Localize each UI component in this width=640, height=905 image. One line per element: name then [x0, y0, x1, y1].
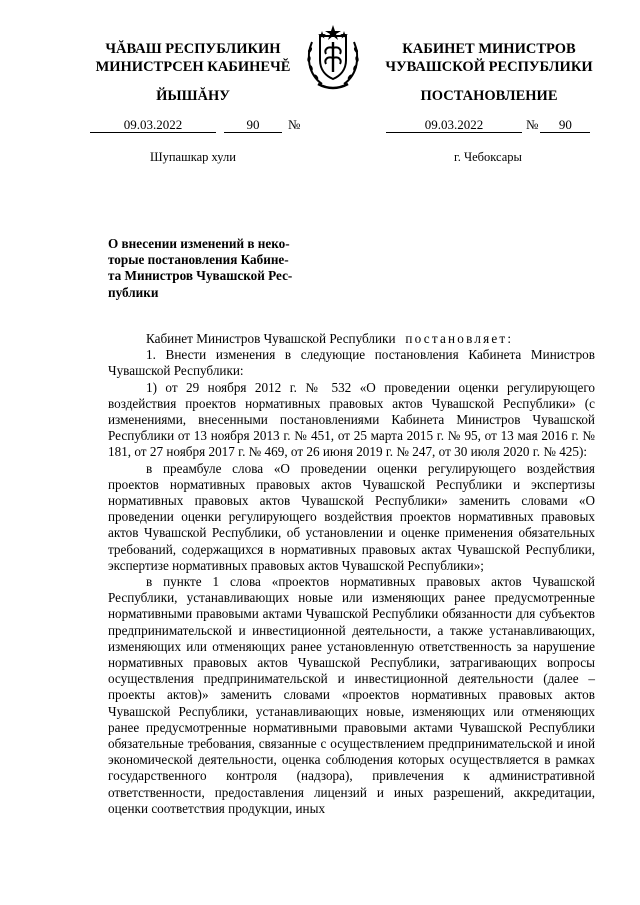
- document-body: [108, 331, 595, 817]
- left-org-name: [88, 40, 298, 76]
- right-date: 09.03.2022: [386, 118, 522, 133]
- document-subject: [108, 236, 318, 301]
- left-org-line1: ЧĂВАШ РЕСПУБЛИКИН: [105, 41, 281, 57]
- left-org-line2: МИНИСТРСЕН КАБИНЕЧĔ: [95, 59, 291, 75]
- paragraph-1: 1. Внести изменения в следующие постановления Кабинета Министров Чувашской Республики:: [108, 347, 595, 379]
- left-number: 90: [224, 118, 282, 133]
- left-doc-type: ЙЫШĂНУ: [156, 88, 230, 104]
- paragraph-2: 1) от 29 ноября 2012 г. № 532 «О проведении оценки регулирующего воздействия проектов нормативных правовых актов Чувашской Республики» (с изменениями, внесенными постановлениями Кабинета Министров Чувашской Республики от 13 ноября 2013 г. № 451, от 25 марта 2015 г. № 95, от 13 мая 2016 г. № 181, от 27 ноября 2017 г. № 469, от 26 июня 2019 г. № 247, от 30 июля 2020 г. № 425):: [108, 379, 595, 460]
- intro-paragraph: [108, 331, 595, 347]
- subject-line: та Министров Чувашской Рес-: [108, 268, 293, 284]
- subject-line: публики: [108, 284, 159, 300]
- intro-spaced: постановляет:: [405, 331, 514, 346]
- right-number: 90: [540, 118, 590, 133]
- right-date-line: [386, 117, 590, 133]
- right-doc-type: ПОСТАНОВЛЕНИЕ: [420, 88, 558, 104]
- right-city: г. Чебоксары: [454, 150, 522, 164]
- right-org-line1: КАБИНЕТ МИНИСТРОВ: [402, 41, 576, 57]
- right-number-sign: №: [526, 117, 539, 132]
- left-date: 09.03.2022: [90, 118, 216, 133]
- right-org-line2: ЧУВАШСКОЙ РЕСПУБЛИКИ: [385, 59, 593, 75]
- subject-line: торые постановления Кабине-: [108, 252, 289, 268]
- paragraph-3: в преамбуле слова «О проведении оценки регулирующего воздействия проектов нормативных правовых актов Чувашской Республики и экспертизы нормативных правовых актов Чувашской Республики» заменить словами «О проведении оценки регулирующего воздействия проектов нормативных правовых актов Чувашской Республики, об установлении и оценке применения обязательных требований, содержащихся в нормативных правовых актах Чувашской Республики, экспертизе нормативных правовых актов Чувашской Республики»;: [108, 460, 595, 573]
- chuvash-coat-of-arms-icon: [302, 22, 364, 92]
- left-city: Шупашкар хули: [150, 150, 236, 164]
- left-number-sign: №: [288, 117, 301, 132]
- right-org-name: [376, 40, 602, 76]
- intro-text: Кабинет Министров Чувашской Республики: [146, 331, 396, 346]
- paragraph-4: в пункте 1 слова «проектов нормативных правовых актов Чувашской Республики, устанавливающих новые или изменяющих ранее предусмотренные нормативными правовыми актами Чувашской Республики обязанности для субъектов предпринимательской и инвестиционной деятельности, а также устанавливающих, изменяющих или отменяющих ранее установленную ответственность за нарушение нормативных правовых актов Чувашской Республики, затрагивающих вопросы осуществления предпринимательской и инвестиционной деятельности (далее – проекты актов)» заменить словами «проектов нормативных правовых актов Чувашской Республики, устанавливающих новые, изменяющих или отменяющих ранее предусмотренные нормативными правовыми актами Чувашской Республики обязательные требования, связанные с осуществлением предпринимательской и иной экономической деятельности, оценка соблюдения которых осуществляется в рамках государственного контроля (надзора), привлечения к административной ответственности, предоставления лицензий и иных разрешений, аккредитации, оценки соответствия продукции, иных: [108, 574, 595, 816]
- subject-line: О внесении изменений в неко-: [108, 236, 290, 251]
- left-date-line: [90, 117, 300, 133]
